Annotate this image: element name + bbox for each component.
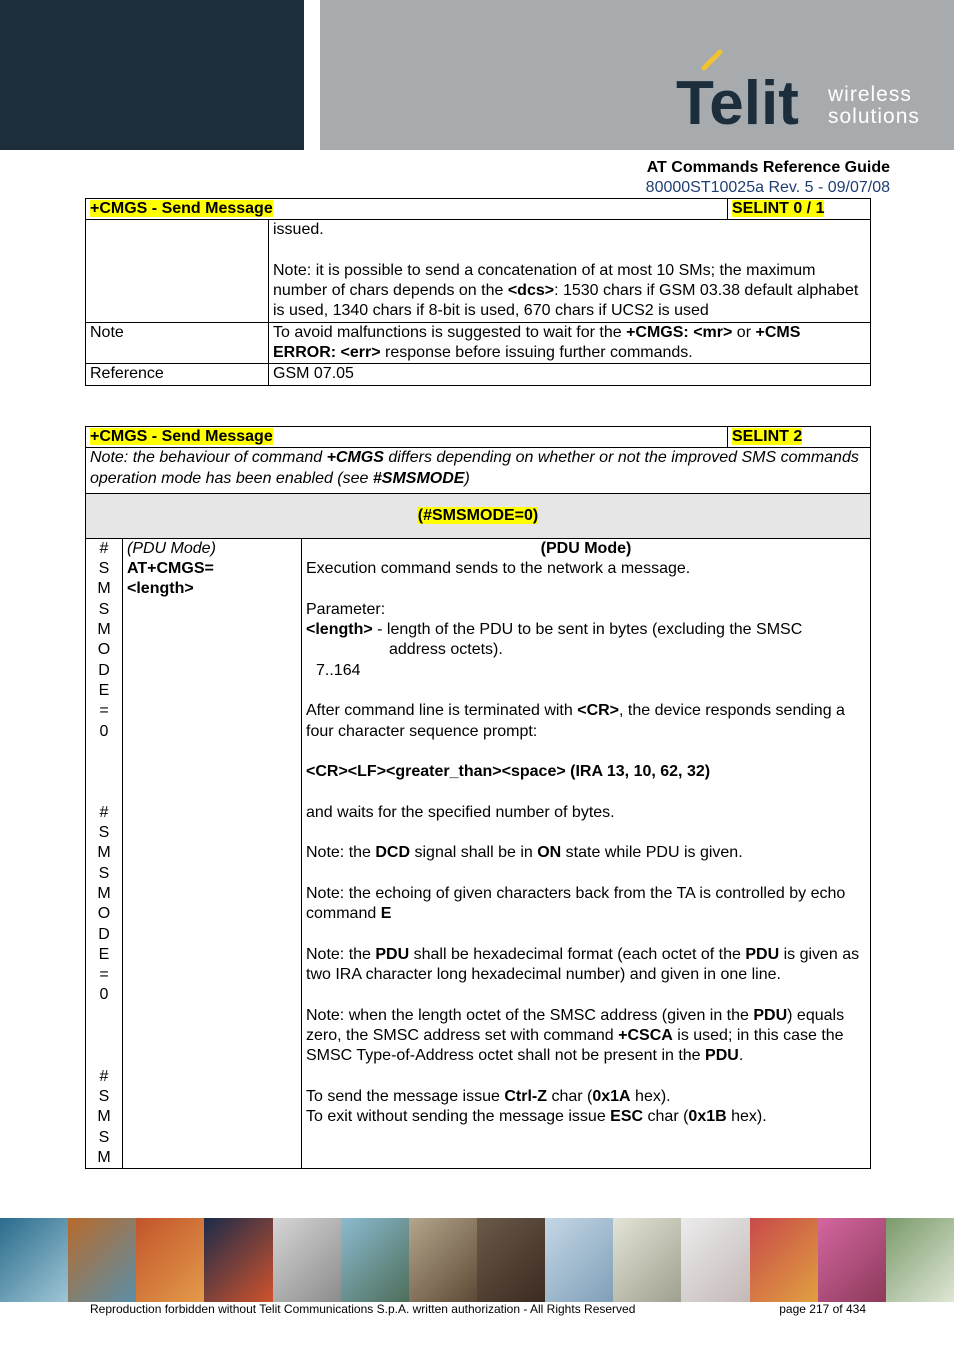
vertical-letter: S (98, 1087, 110, 1105)
vertical-letter: 0 (99, 986, 109, 1004)
vertical-letter: E (98, 945, 110, 963)
table1-selint: SELINT 0 / 1 (732, 200, 825, 217)
vertical-letter: D (98, 925, 110, 943)
issued-text: issued. (273, 221, 324, 239)
doc-title: AT Commands Reference Guide (646, 159, 890, 176)
cmgs-table-selint2 (85, 426, 871, 1169)
logo-tagline-line1: wireless (828, 83, 912, 106)
command-line1: AT+CMGS= (127, 560, 214, 578)
echo-note: Note: the echoing of given characters back from the TA is controlled by echo command E (306, 884, 846, 923)
footer-photo-1 (0, 1218, 68, 1302)
vertical-letter (86, 1026, 122, 1046)
table1-reference-row (86, 364, 871, 385)
cmgs-table-selint01 (85, 198, 871, 386)
vertical-letter: E (98, 681, 110, 699)
vertical-letter (86, 742, 122, 762)
footer-photo-6 (341, 1218, 409, 1302)
pdu-mode-row (86, 538, 871, 1168)
prompt-sequence: <CR><LF><greater_than><space> (IRA 13, 10, 62, 32) (306, 763, 711, 781)
table2-title-cell (86, 427, 728, 448)
footer-photo-12 (750, 1218, 818, 1302)
command-mode: (PDU Mode) (127, 539, 216, 557)
footer-photo-4 (204, 1218, 272, 1302)
vertical-letter (86, 1046, 122, 1066)
vertical-letter: D (98, 661, 110, 679)
header-dark-panel (0, 0, 304, 150)
footer-page-number: page 217 of 434 (779, 1302, 866, 1316)
pdu-format-note: Note: the PDU shall be hexadecimal format (each octet of the PDU is given as two IRA character long hexadecimal number) and given in one line. (306, 945, 860, 984)
description-title: (PDU Mode) (540, 539, 632, 557)
length-param: <length> - length of the PDU to be sent in bytes (excluding the SMSC (306, 621, 803, 639)
parameter-label: Parameter: (306, 600, 386, 618)
table2-title: +CMGS - Send Message (90, 428, 273, 445)
telit-logo (676, 48, 816, 128)
dcd-note: Note: the DCD signal shall be in ON state while PDU is given. (306, 844, 743, 862)
footer-photo-3 (136, 1218, 204, 1302)
vertical-letter: M (97, 844, 111, 862)
vertical-letter: 0 (99, 722, 109, 740)
reference-label: Reference (86, 364, 269, 385)
vertical-letter: = (99, 702, 109, 720)
vertical-letter: = (99, 966, 109, 984)
vertical-letter: M (97, 580, 111, 598)
vertical-letters (86, 539, 122, 1168)
svg-text:Telit: Telit (676, 69, 799, 128)
vertical-letter: M (97, 1108, 111, 1126)
vertical-letter: S (98, 864, 110, 882)
table1-header-row (86, 199, 871, 220)
mode-header-cell (86, 493, 871, 538)
vertical-letter (86, 782, 122, 802)
vertical-letter: M (97, 1148, 111, 1166)
vertical-letter: S (98, 560, 110, 578)
table1-empty-cell (86, 220, 269, 322)
logo-tagline-line2: solutions (828, 105, 920, 128)
mode-header-row (86, 493, 871, 538)
note-label: Note (86, 322, 269, 364)
logo-tagline (828, 84, 920, 128)
concat-note: Note: it is possible to send a concatenation of at most 10 SMs; the maximum number of chars depends on the <dcs>: 1530 chars if GSM 03.38 default alphabet is used, 1340 chars if 8-bit is used, 670 chars if UCS2 is used (273, 261, 859, 320)
footer-photo-5 (273, 1218, 341, 1302)
length-range: 7..164 (316, 661, 361, 679)
length-param-cont: address octets). (389, 641, 503, 659)
command-line2: <length> (127, 580, 194, 598)
command-syntax-cell (123, 538, 302, 1168)
table1-title: +CMGS - Send Message (90, 200, 273, 217)
footer-copyright: Reproduction forbidden without Telit Communications S.p.A. written authorization - All Rights Reserved (90, 1302, 636, 1316)
vertical-letter: S (98, 1128, 110, 1146)
vertical-letter: M (97, 884, 111, 902)
vertical-mode-label (86, 538, 123, 1168)
send-instruction: To send the message issue Ctrl-Z char (0x1A hex). (306, 1087, 671, 1105)
after-cr-text: After command line is terminated with <CR>, the device responds sending a four character sequence prompt: (306, 702, 845, 740)
table1-issued-row (86, 220, 871, 322)
footer (90, 1302, 866, 1316)
table1-selint-cell (728, 199, 871, 220)
footer-photo-13 (818, 1218, 886, 1302)
reference-value: GSM 07.05 (269, 364, 871, 385)
vertical-letter: S (98, 824, 110, 842)
smsc-note: Note: when the length octet of the SMSC address (given in the PDU) equals zero, the SMSC address set with command +CSCA is used; in this case the SMSC Type-of-Address octet shall not be present in the PDU. (306, 1006, 845, 1065)
waits-text: and waits for the specified number of bytes. (306, 803, 615, 821)
table1-note-row (86, 322, 871, 364)
vertical-letter: # (99, 539, 109, 557)
footer-photo-14 (886, 1218, 954, 1302)
vertical-letter: O (97, 905, 111, 923)
table1-issued-cell (269, 220, 871, 322)
footer-photo-10 (613, 1218, 681, 1302)
vertical-letter: O (97, 641, 111, 659)
vertical-letter: M (97, 621, 111, 639)
exec-text: Execution command sends to the network a message. (306, 560, 691, 578)
vertical-letter (86, 762, 122, 782)
command-description-cell (302, 538, 871, 1168)
footer-photo-7 (409, 1218, 477, 1302)
vertical-letter: S (98, 600, 110, 618)
footer-photo-11 (681, 1218, 749, 1302)
table2-note-row (86, 448, 871, 494)
table2-selint: SELINT 2 (732, 428, 803, 445)
vertical-letter: # (99, 803, 109, 821)
note-text: To avoid malfunctions is suggested to wait for the +CMGS: <mr> or +CMS ERROR: <err> response before issuing further commands. (269, 322, 871, 364)
vertical-letter (86, 1006, 122, 1026)
table1-title-cell (86, 199, 728, 220)
footer-photo-8 (477, 1218, 545, 1302)
footer-photo-strip (0, 1218, 954, 1302)
mode-header: (#SMSMODE=0) (417, 506, 539, 524)
table2-header-row (86, 427, 871, 448)
exit-instruction: To exit without sending the message issue ESC char (0x1B hex). (306, 1108, 767, 1126)
footer-photo-2 (68, 1218, 136, 1302)
table2-selint-cell (728, 427, 871, 448)
behaviour-note: Note: the behaviour of command +CMGS differs depending on whether or not the improved SMS commands operation mode has been enabled (see #SMSMODE) (86, 448, 871, 494)
vertical-letter: # (99, 1067, 109, 1085)
doc-revision: 80000ST10025a Rev. 5 - 09/07/08 (645, 179, 890, 196)
footer-photo-9 (545, 1218, 613, 1302)
